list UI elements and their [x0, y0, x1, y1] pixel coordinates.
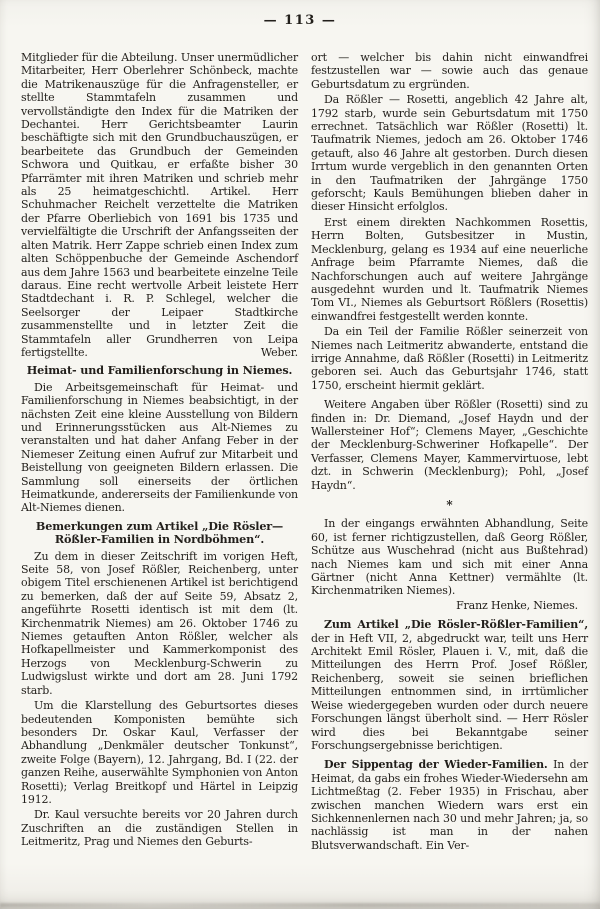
- paragraph-niemes-exhibition: Die Arbeitsgemeinschaft für Heimat- und Familienforschung in Niemes beabsichtigt, in der nächsten Zeit eine kleine Ausstellung von Bildern und Erinnerungsstücken aus Alt-Niemes zu veranstalten und hat daher Anfang Feber in der Niemeser Zeitung einen Aufruf zur Mitarbeit und Beistellung von geeigneten Bildern erlassen. Die Sammlung soll einerseits der örtlichen Heimatkunde, andererseits der Familienkunde von Alt-Niemes dienen.: [21, 380, 298, 515]
- paragraph-rosetti-correction: Zu dem in dieser Zeitschrift im vorigen Heft, Seite 58, von Josef Rößler, Reichenberg, unter obigem Titel erschienenen Artikel ist berichtigend zu bemerken, daß der auf Seite 59, Absatz 2, angeführte Rosetti identisch ist mit dem (lt. Kirchenmatrik Niemes) am 26. Oktober 1746 zu Niemes getauften Anton Rößler, welcher als Hofkapellmeister und Kammerkomponist des Herzogs von Mecklenburg-Schwerin zu Ludwigslust wirkte und dort am 28. Juni 1792 starb.: [21, 549, 298, 697]
- paragraph-birthplace-continuation: ort — welcher bis dahin nicht einwandfrei festzustellen war — sowie auch das genaue Geburtsdatum zu ergründen.: [311, 51, 588, 91]
- paragraph-society-report: [21, 51, 298, 359]
- right-column: [311, 51, 588, 852]
- asterisk-separator: *: [446, 498, 453, 512]
- paragraph-leitmeritz-assumption: Da ein Teil der Familie Rößler seinerzeit von Niemes nach Leitmeritz abwanderte, entstand die irrige Annahme, daß Rößler (Rosetti) in Leitmeritz geboren sei. Auch das Geburtsjahr 1746, statt 1750, erscheint hiermit geklärt.: [311, 325, 588, 392]
- heading-line-2: Rößler-Familien in Nordböhmen“.: [54, 532, 265, 547]
- paragraph-bold-lead: Zum Artikel „Die Rösler-Rößler-Familien“,: [324, 618, 588, 632]
- paragraph-text: der in Heft VII, 2, abgedruckt war, teilt uns Herr Architekt Emil Rösler, Plauen i. V., mit, daß die Mitteilungen des Herrn Prof. Josef Rößler, Reichenberg, soweit sie seinen brieflichen Mitteilungen entnommen sind, in irrtümlicher Weise wiedergegeben wurden oder durch neuere Forschungen längst überholt sind. — Herr Rösler wird dies bei Bekanntgabe seiner Forschungsergebnisse berichtigen.: [311, 631, 588, 752]
- author-signature-henke: Franz Henke, Niemes.: [456, 598, 578, 612]
- paragraph-article-note: [311, 618, 588, 752]
- paragraph-text: In der Heimat, da gabs ein frohes Wieder-Wiedersehn am Lichtmeßtag (2. Feber 1935) in Frischau, aber zwischen manchen Wiedern wars erst ein Sichkennenlernen nach 30 und mehr Jahren; ja, so nachlässig ist man in der nahen Blutsverwandschaft. Ein Ver-: [311, 758, 588, 852]
- section-heading-niemes-research: Heimat- und Familienforschung in Niemes.: [26, 363, 293, 378]
- heading-line-1: Bemerkungen zum Artikel „Die Rösler—: [35, 518, 284, 533]
- author-signature-weber: Weber.: [260, 345, 298, 359]
- paragraph-kaul-inquiries: Dr. Kaul versuchte bereits vor 20 Jahren durch Zuschriften an die zuständigen Stellen in Leitmeritz, Prag und Niemes den Geburts-: [21, 808, 298, 849]
- two-column-layout: [21, 51, 588, 852]
- paragraph-text: Mitglieder für die Abteilung. Unser unermüdlicher Mitarbeiter, Herr Oberlehrer Schönbeck, machte die Matrikenauszüge für die Anfragensteller, er stellte Stammtafeln zusammen und vervollständigte den Index für die Matriken der Dechantei. Herr Gerichtsbeamter Laurin beschäftigte sich mit den Grundbuchauszügen, er bearbeitete das Grundbuch der Gemeinden Schwora und Quitkau, er erfaßte bisher 30 Pfarrämter mit ihren Matriken und schrieb mehr als 25 heimatgeschichtl. Artikel. Herr Schuhmacher Reichelt verzettelte die Matriken der Pfarre Oberliebich von 1691 bis 1735 und vervielfältigte die Urschrift der Anfangsseiten der alten Matrik. Herr Zappe schrieb einen Index zum alten Schöppenbuche der Gemeinde Aschendorf aus dem Jahre 1563 und bearbeitete einzelne Teile daraus. Eine recht wertvolle Arbeit leistete Herr Stadtdechant i. R. P. Schlegel, welcher die Seelsorger der Leipaer Stadtkirche zusammenstellte und in letzter Zeit die Stammtafeln aller Grundherren von Leipa fertigstellte.: [21, 51, 298, 359]
- section-heading-roesler-article: [21, 520, 298, 547]
- paragraph-kaul-research: Um die Klarstellung des Geburtsortes dieses bedeutenden Komponisten bemühte sich besonders Dr. Oskar Kaul, Verfasser der Abhandlung „Denkmäler deutscher Tonkunst“, zweite Folge (Bayern), 12. Jahrgang, Bd. I (22. der ganzen Reihe, auserwählte Symphonien von Anton Rosetti); Verlag Breitkopf und Härtel in Leipzig 1912.: [21, 699, 298, 806]
- paragraph-descendant-bolten: Erst einem direkten Nachkommen Rosettis, Herrn Bolten, Gutsbesitzer in Mustin, Mecklenburg, gelang es 1934 auf eine neuerliche Anfrage beim Pfarramte Niemes, daß die Nachforschungen auch auf weitere Jahrgänge ausgedehnt wurden und lt. Taufmatrik Niemes Tom VI., Niemes als Geburtsort Rößlers (Rosettis) einwandfrei festgestellt werden konnte.: [311, 215, 588, 323]
- paragraph-georg-roessler: In der eingangs erwähnten Abhandlung, Seite 60, ist ferner richtigzustellen, daß Georg Rößler, Schütze aus Wuschehrad (nicht aus Bußtehrad) nach Niemes kam und sich mit einer Anna Gärtner (nicht Anna Kettner) vermählte (lt. Kirchenmatriken Niemes).: [311, 517, 588, 598]
- paragraph-bold-lead: Der Sippentag der Wieder-Familien.: [324, 758, 548, 772]
- paragraph-further-sources: Weitere Angaben über Rößler (Rosetti) sind zu finden in: Dr. Diemand, „Josef Haydn und der Wallersteiner Hof“; Clemens Mayer, „Geschichte der Mecklenburg-Schweriner Hofkapelle“. Der Verfasser, Clemens Mayer, Kammervirtuose, lebt dzt. in Schwerin (Mecklenburg); Pohl, „Josef Haydn“.: [311, 398, 588, 492]
- paragraph-birthdate-error: Da Rößler — Rosetti, angeblich 42 Jahre alt, 1792 starb, wurde sein Geburtsdatum mit 1750 errechnet. Tatsächlich war Rößler (Rosetti) lt. Taufmatrik Niemes, jedoch am 26. Oktober 1746 getauft, also 46 Jahre alt gestorben. Durch diesen Irrtum wurde vergeblich in den genannten Orten in den Taufmatriken der Jahrgänge 1750 geforscht; Kauls Bemühungen blieben daher in dieser Hinsicht erfolglos.: [311, 93, 588, 214]
- page-number: — 113 —: [263, 13, 337, 28]
- paragraph-sippentag: [311, 758, 588, 852]
- left-column: [21, 51, 298, 852]
